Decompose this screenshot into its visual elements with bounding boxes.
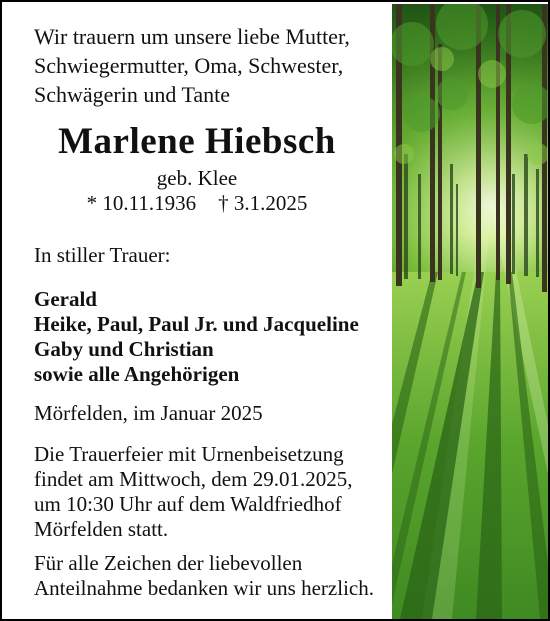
forest-image <box>392 4 548 619</box>
forest-photo <box>392 4 548 619</box>
birth-date: * 10.11.1936 <box>86 191 197 215</box>
mourner-line: Gaby und Christian <box>34 337 214 361</box>
intro-line: Schwiegermutter, Oma, Schwester, <box>34 53 344 78</box>
service-line: Die Trauerfeier mit Urnenbeisetzung <box>34 442 344 466</box>
intro-line: Schwägerin und Tante <box>34 82 231 107</box>
mourners-list <box>34 287 359 387</box>
service-line: um 10:30 Uhr auf dem Waldfriedhof <box>34 492 342 516</box>
mourner-line: sowie alle Angehörigen <box>34 362 240 386</box>
intro-text <box>34 22 386 109</box>
obituary-text-column <box>4 4 390 619</box>
funeral-service-info <box>34 442 352 542</box>
mourner-line: Heike, Paul, Paul Jr. und Jacqueline <box>34 312 359 336</box>
mourner-line: Gerald <box>34 287 97 311</box>
mourning-label: In stiller Trauer: <box>34 243 171 267</box>
death-date: † 3.1.2025 <box>218 191 308 215</box>
thanks-text <box>34 551 374 601</box>
life-dates <box>4 191 390 216</box>
thanks-line: Anteilnahme bedanken wir uns herzlich. <box>34 576 374 600</box>
service-line: findet am Mittwoch, dem 29.01.2025, <box>34 467 353 491</box>
service-line: Mörfelden statt. <box>34 517 169 541</box>
deceased-name: Marlene Hiebsch <box>58 121 336 162</box>
place-date: Mörfelden, im Januar 2025 <box>34 401 263 425</box>
intro-line: Wir trauern um unsere liebe Mutter, <box>34 24 350 49</box>
birth-name: geb. Klee <box>156 166 238 190</box>
thanks-line: Für alle Zeichen der liebevollen <box>34 551 303 575</box>
